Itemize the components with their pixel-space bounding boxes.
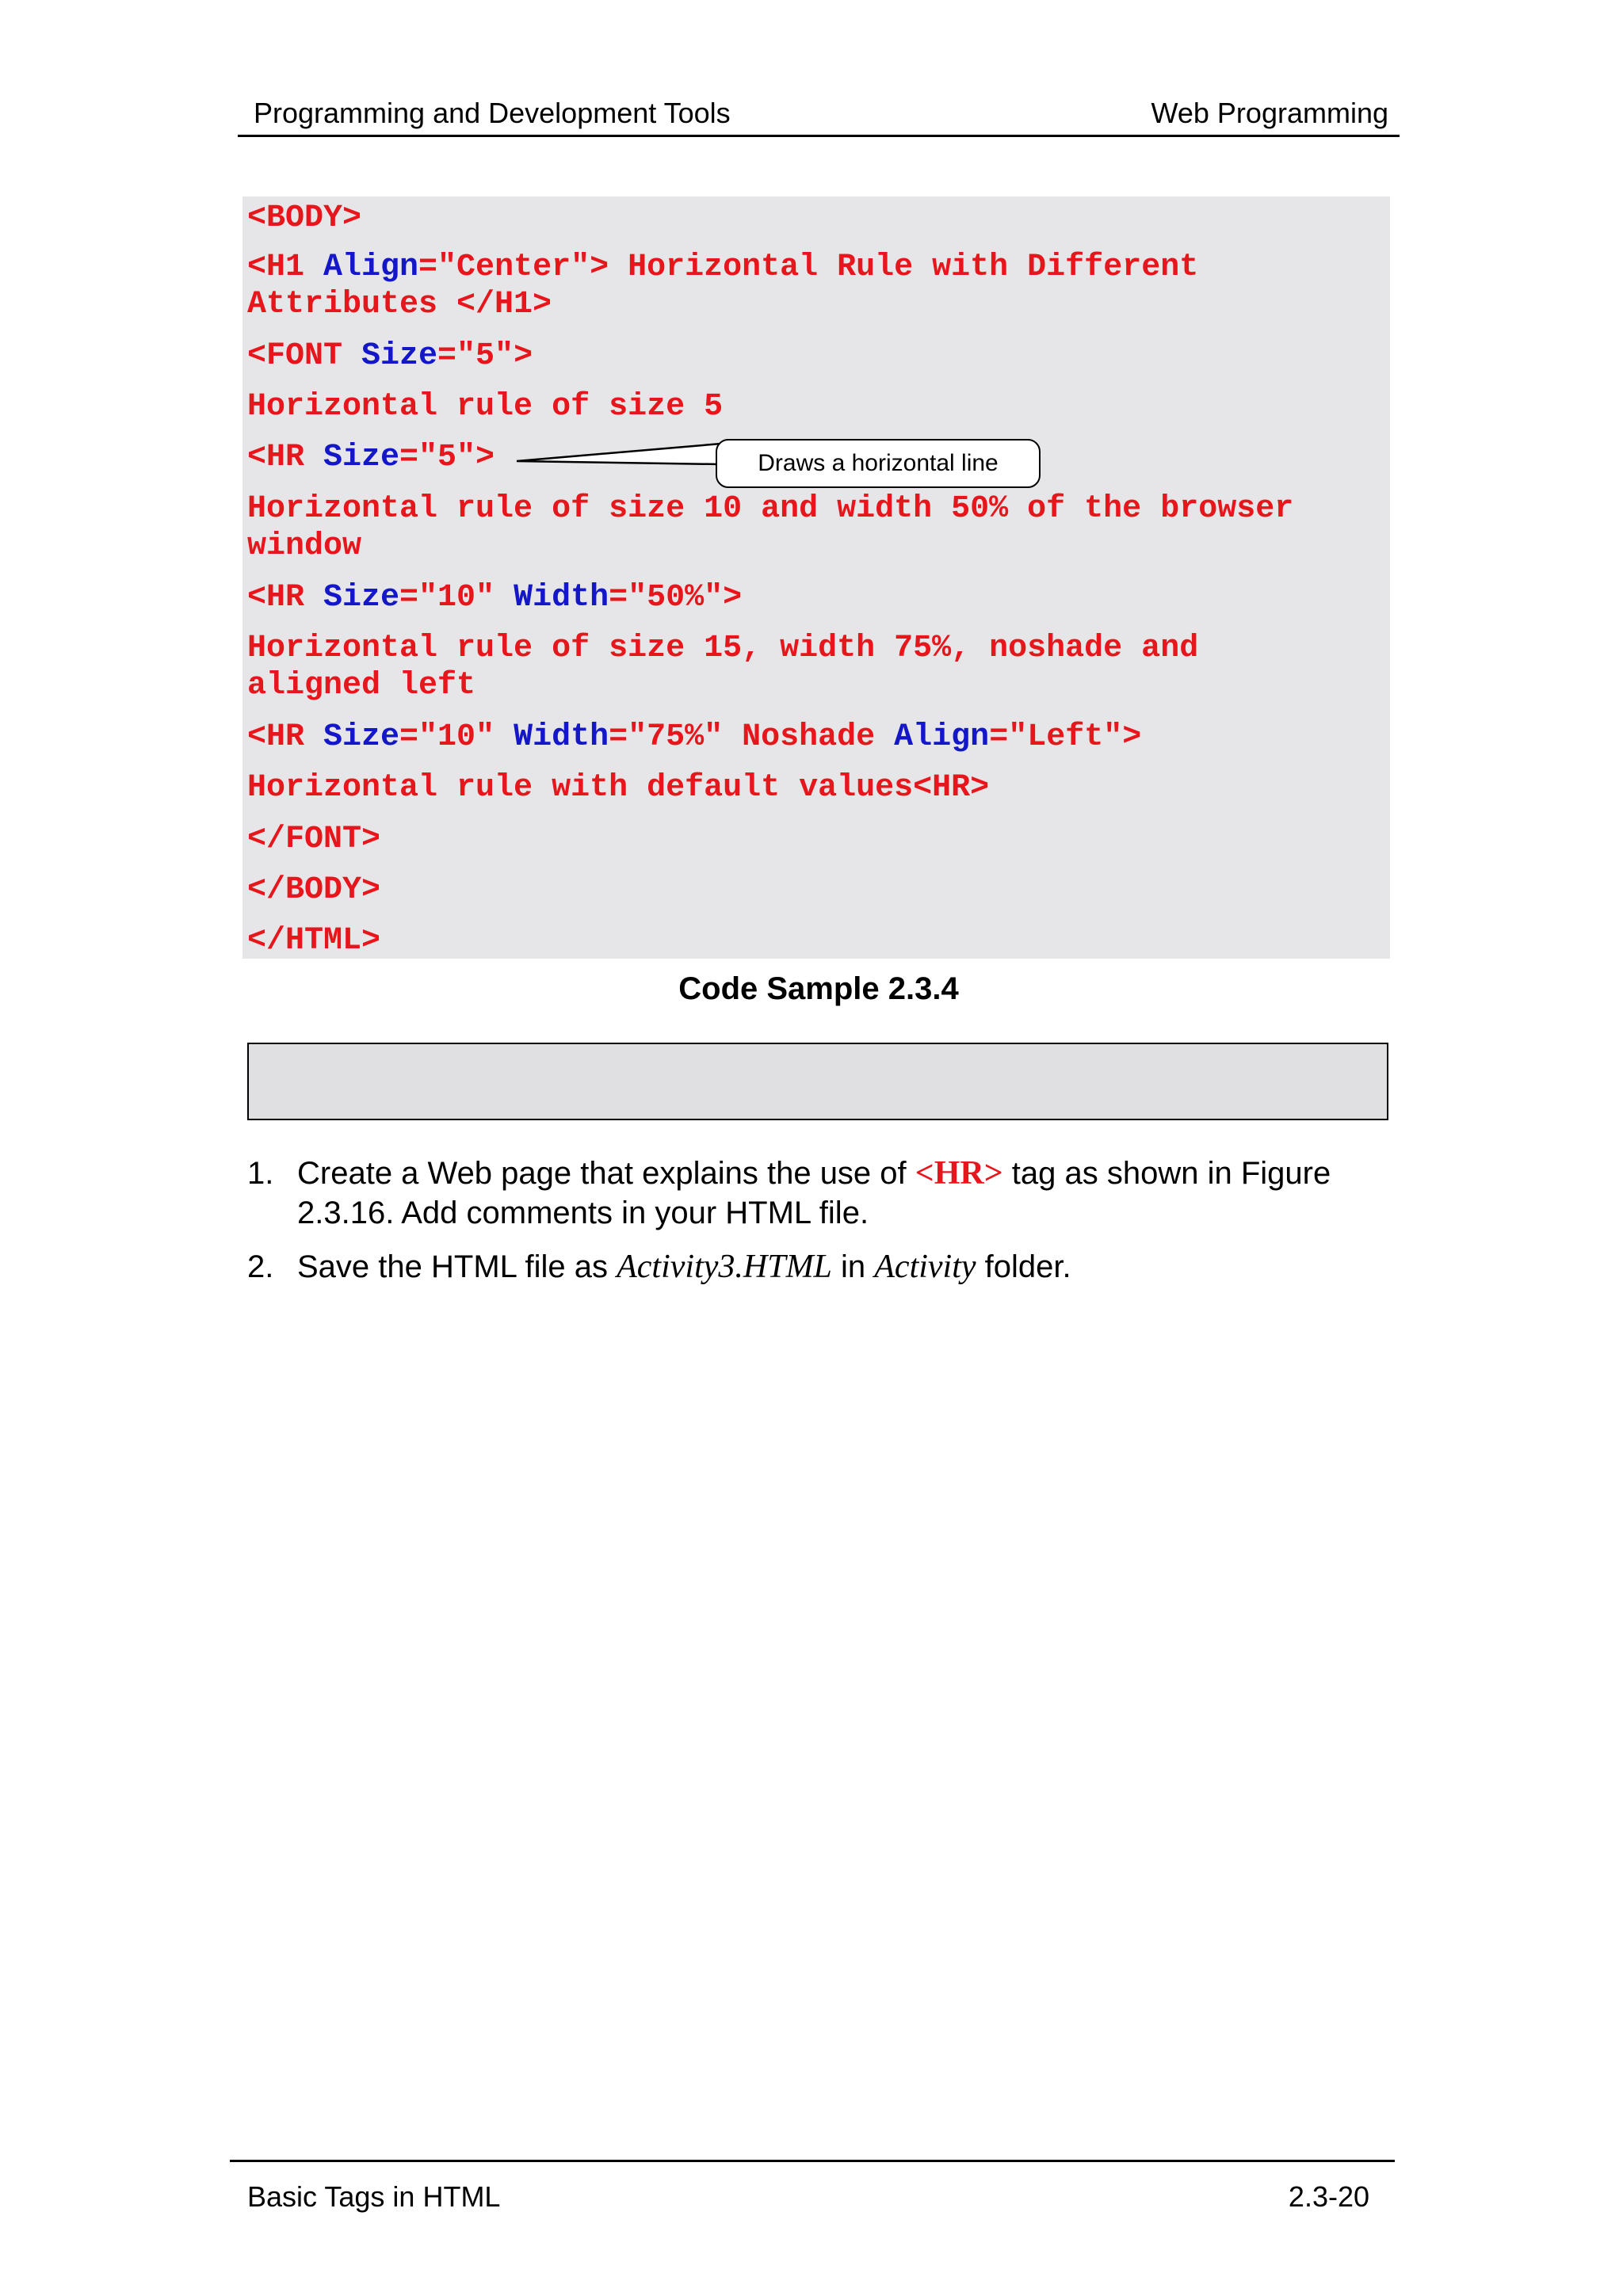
code-tag: <H1 <box>247 250 324 285</box>
code-tag: ="Center"> Horizontal Rule with Different <box>418 250 1199 285</box>
activity-banner <box>247 1043 1388 1120</box>
code-tag: </BODY> <box>247 872 381 908</box>
code-tag: <HR <box>247 719 324 755</box>
code-tag: ="50%"> <box>609 580 743 616</box>
step-text: in <box>831 1249 875 1284</box>
code-attribute: Align <box>323 250 419 285</box>
code-tag: </FONT> <box>247 822 381 857</box>
code-tag: <HR <box>247 580 324 616</box>
list-item <box>247 1154 1396 1233</box>
step-text: Save the HTML file as <box>297 1249 617 1284</box>
code-sample-caption: Code Sample 2.3.4 <box>678 971 959 1006</box>
header-module-title: Web Programming <box>1151 97 1388 129</box>
code-attribute: Align <box>894 719 990 755</box>
code-attribute: Width <box>514 580 609 616</box>
activity-steps <box>247 1154 1396 1301</box>
code-attribute: Size <box>323 719 400 755</box>
code-text: Horizontal rule of size 15, width 75%, noshade and <box>247 631 1199 666</box>
code-tag: <HR <box>247 440 324 475</box>
step-text: Create a Web page that explains the use of <box>297 1156 915 1191</box>
code-attribute: Size <box>361 338 438 374</box>
footer-chapter-title: Basic Tags in HTML <box>247 2180 501 2213</box>
code-tag: ="5"> <box>437 338 533 374</box>
file-name: Activity3.HTML <box>617 1249 832 1285</box>
callout-note: Draws a horizontal line <box>716 439 1041 488</box>
code-text: Horizontal rule of size 10 and width 50% of the browser <box>247 491 1294 527</box>
list-number: 2. <box>247 1249 274 1284</box>
footer-divider <box>230 2160 1395 2162</box>
code-attribute: Size <box>323 440 400 475</box>
list-number: 1. <box>247 1156 274 1191</box>
code-attribute: Width <box>514 719 609 755</box>
step-text: folder. <box>976 1249 1071 1284</box>
header-course-title: Programming and Development Tools <box>254 97 731 129</box>
code-tag: </HTML> <box>247 923 381 959</box>
code-text: aligned left <box>247 668 476 704</box>
list-item <box>247 1247 1396 1287</box>
code-text: Horizontal rule with default values<HR> <box>247 770 990 806</box>
code-tag: ="10" <box>399 719 514 755</box>
code-tag: <FONT <box>247 338 362 374</box>
step-text: tag as shown in Figure 2.3.16. Add comments in your HTML file. <box>297 1156 1331 1230</box>
folder-name: Activity <box>874 1249 976 1285</box>
code-tag: ="5"> <box>399 440 495 475</box>
hr-tag-highlight: <HR> <box>915 1155 1003 1192</box>
code-tag: ="10" <box>399 580 514 616</box>
code-tag: Attributes </H1> <box>247 287 552 322</box>
code-text: window <box>247 528 362 564</box>
code-tag: ="75%" Noshade <box>609 719 895 755</box>
code-tag: ="Left"> <box>989 719 1142 755</box>
code-attribute: Size <box>323 580 400 616</box>
code-tag: <BODY> <box>247 200 362 236</box>
code-text: Horizontal rule of size 5 <box>247 389 724 425</box>
page-number: 2.3-20 <box>1288 2180 1369 2213</box>
